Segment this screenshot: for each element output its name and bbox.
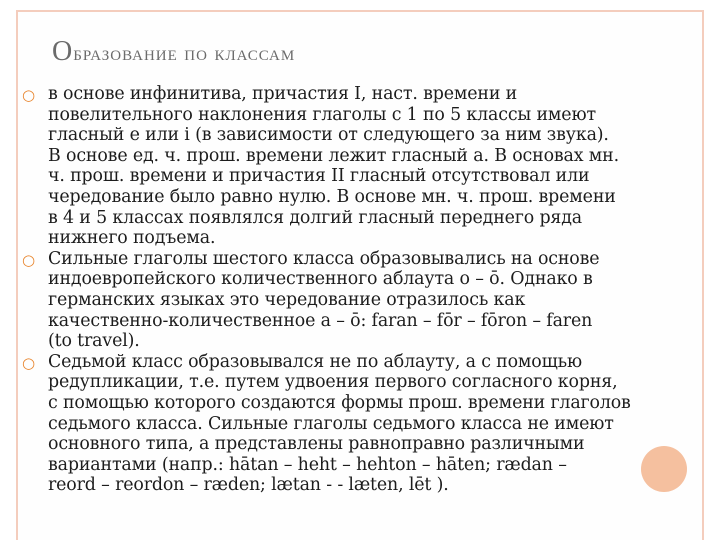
text-line: качественно-количественное a – ō: faran – fōr – fōron – faren [48, 310, 593, 331]
text-line: reord – reordon – ræden; lætan - - læten, lēt ). [48, 475, 449, 496]
text-line: в 4 и 5 классах появлялся долгий гласный переднего ряда [48, 207, 583, 228]
text-line: В основе ед. ч. прош. времени лежит гласный a. В основах мн. [48, 145, 619, 166]
list-item [22, 249, 698, 352]
text-line: редупликации, т.е. путем удвоения первого согласного корня, [48, 372, 618, 393]
text-line: гласный e или i (в зависимости от следующего за ним звука). [48, 125, 609, 146]
text-line: седьмого класса. Сильные глаголы седьмого класса не имеют [48, 413, 614, 434]
title-initial: О [52, 36, 74, 67]
text-line: Сильные глаголы шестого класса образовывались на основе [48, 248, 600, 269]
text-line: вариантами (напр.: hātan – heht – hehton – hāten; rædan – [48, 454, 567, 475]
text-line: германских языках это чередование отразилось как [48, 289, 526, 310]
bullet-list [22, 84, 698, 496]
list-item [22, 352, 698, 496]
paragraph-infinitive [48, 84, 698, 249]
bullet-icon: ○ [22, 250, 36, 269]
bullet-icon: ○ [22, 86, 36, 104]
title-rest: бразование по классам [73, 40, 296, 65]
text-line: повелительного наклонения глаголы с 1 по 5 классы имеют [48, 104, 596, 125]
paragraph-seventh-class [48, 352, 698, 496]
text-line: основного типа, а представлены равноправно различными [48, 434, 585, 455]
text-line: индоевропейского количественного аблаута o – ō. Однако в [48, 269, 593, 290]
text-line: (to travel). [48, 331, 140, 352]
paragraph-sixth-class [48, 249, 698, 352]
bullet-icon: ○ [22, 353, 36, 372]
text-line: чередование было равно нулю. В основе мн. ч. прош. времени [48, 186, 616, 207]
text-line: в основе инфинитива, причастия I, наст. времени и [48, 84, 518, 104]
slide-title [52, 36, 295, 68]
text-line: Седьмой класс образовывался не по аблауту, а с помощью [48, 351, 582, 372]
text-line: ч. прош. времени и причастия II гласный отсутствовал или [48, 166, 590, 187]
list-item [22, 84, 698, 249]
decorative-circle [641, 446, 687, 492]
text-line: нижнего подъема. [48, 228, 216, 249]
text-line: с помощью которого создаются формы прош. времени глаголов [48, 392, 631, 413]
